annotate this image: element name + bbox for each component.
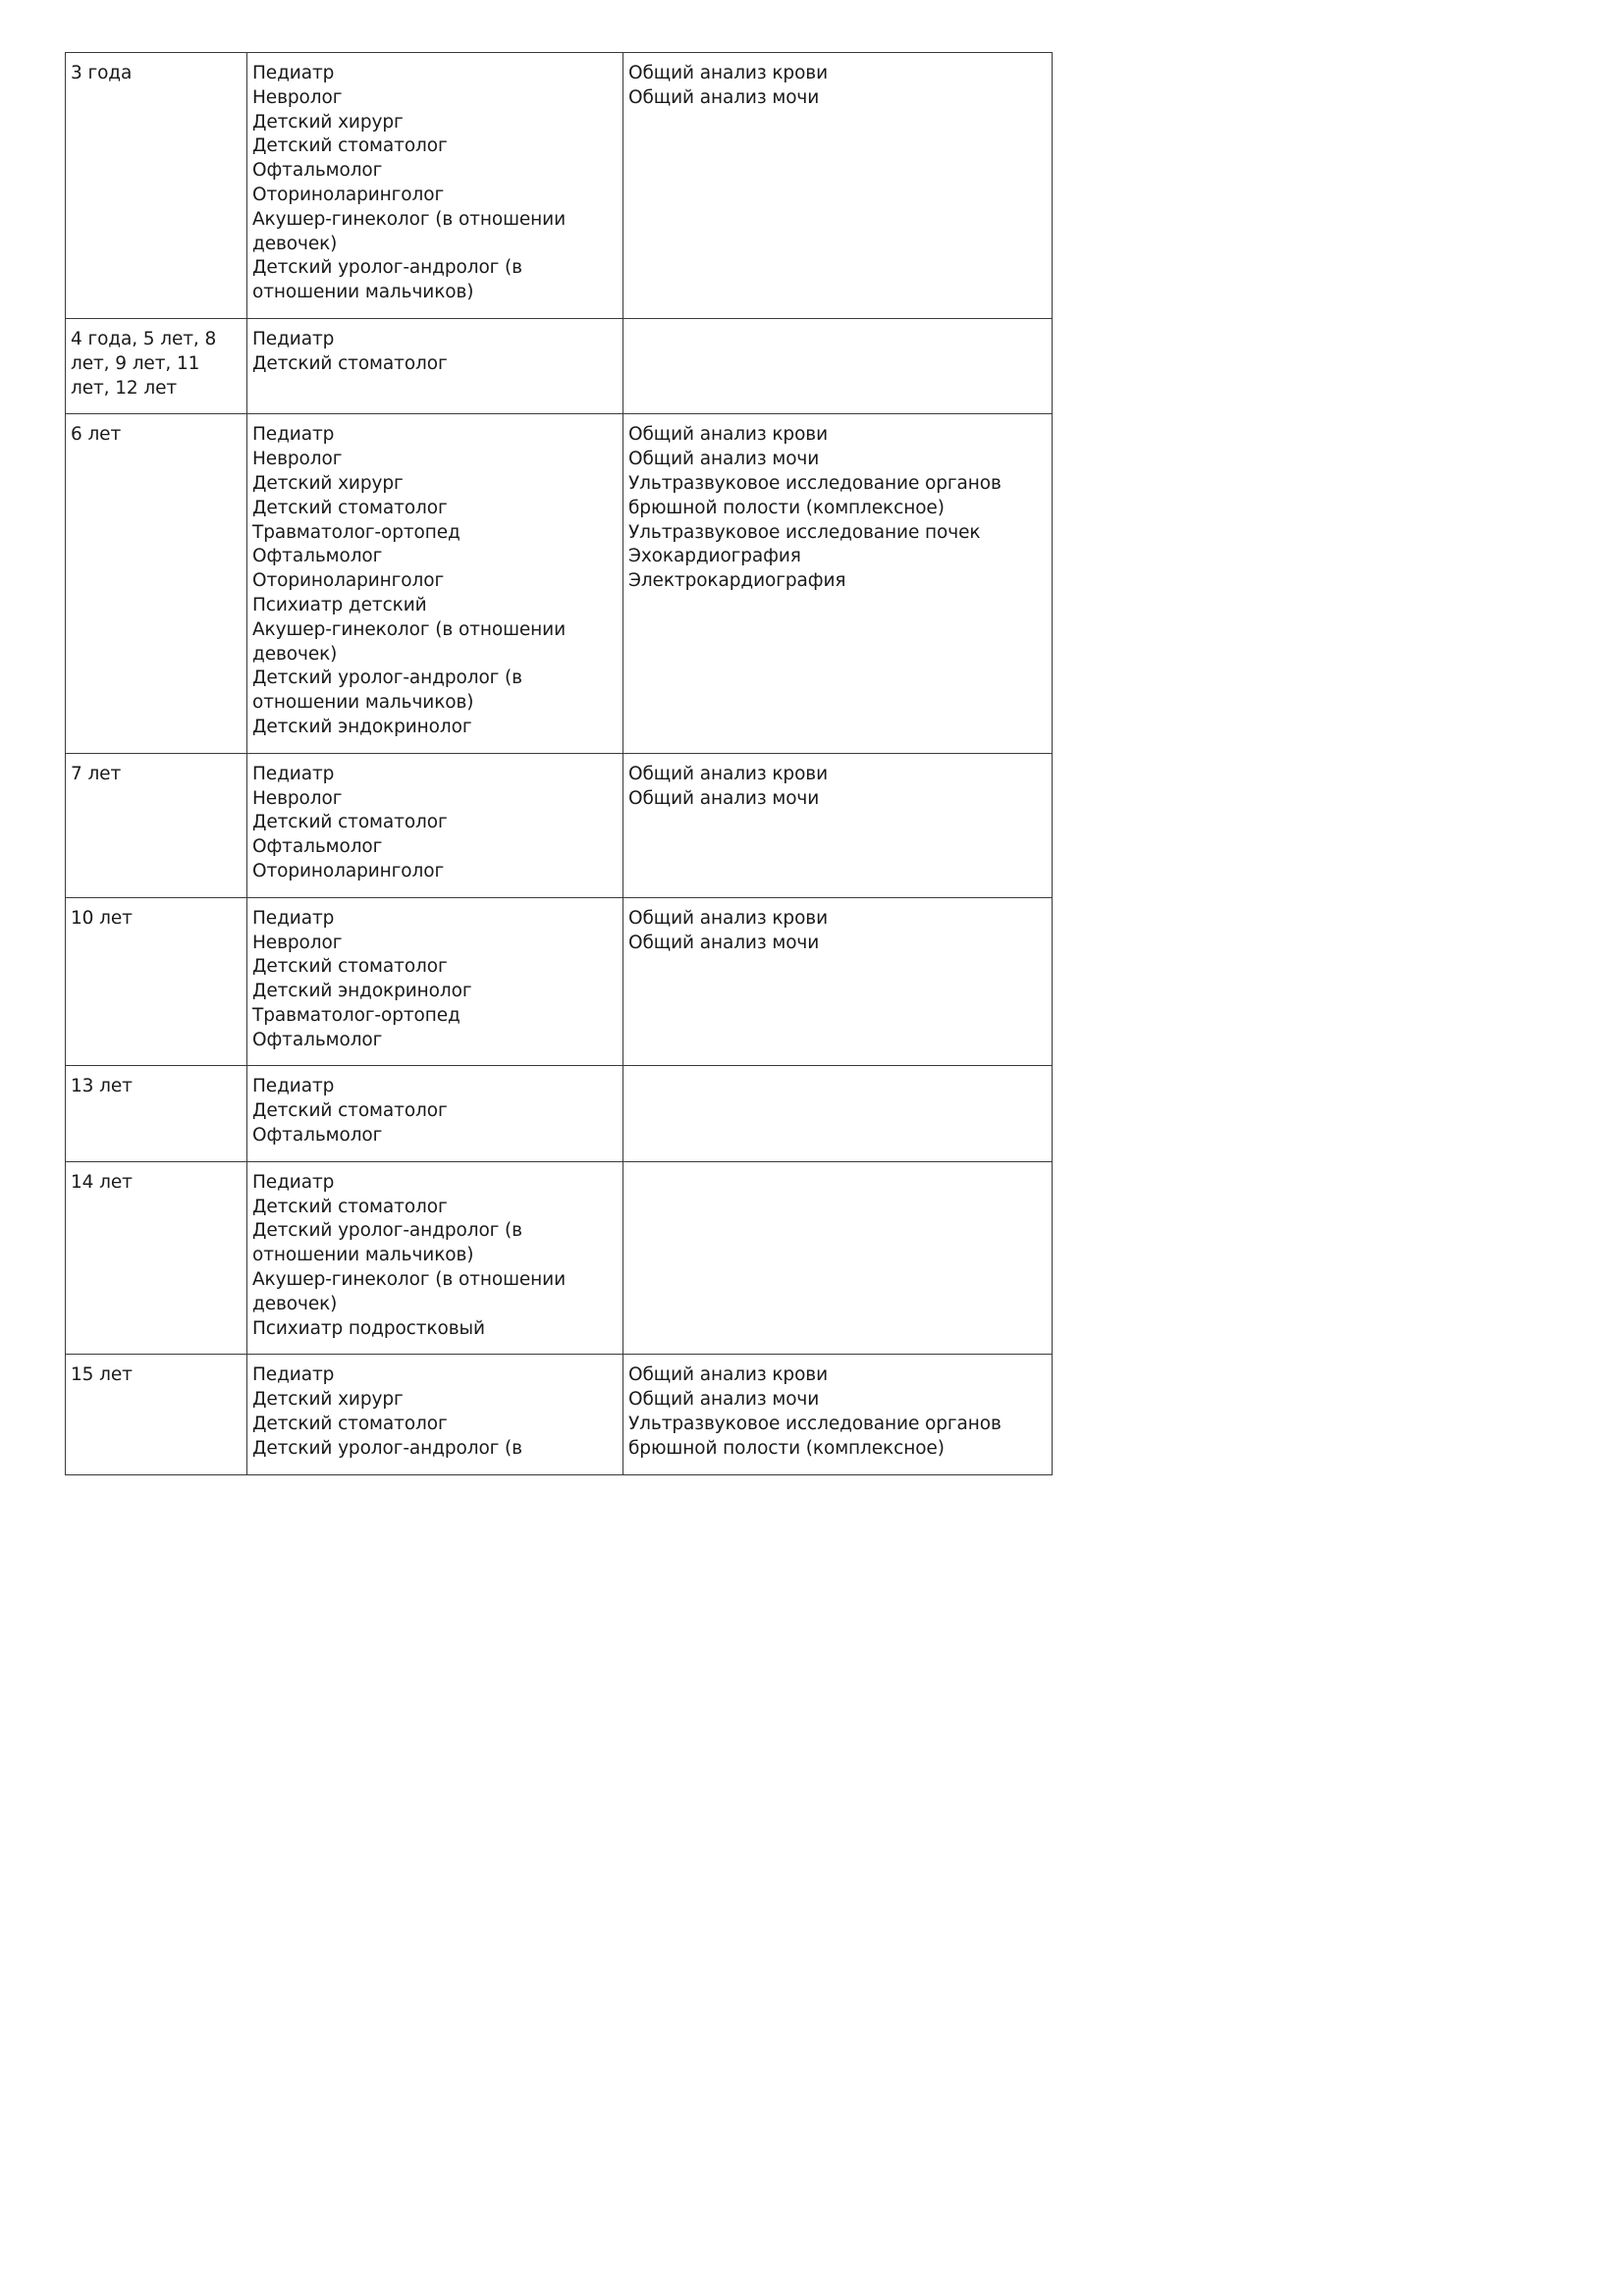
tests-cell	[623, 414, 1053, 753]
specialist-item: Детский эндокринолог	[252, 716, 472, 737]
age-label: 3 года	[71, 63, 133, 83]
specialist-item: Психиатр детский	[252, 594, 427, 615]
age-label: 13 лет	[71, 1076, 133, 1097]
test-item: Общий анализ мочи	[628, 787, 820, 809]
age-cell	[66, 1161, 247, 1355]
test-item: Эхокардиография	[628, 546, 801, 567]
specialist-item: Акушер-гинеколог (в отношении	[252, 618, 567, 640]
tests-cell	[623, 753, 1053, 897]
test-item: брюшной полости (комплексное)	[628, 1437, 945, 1459]
specialist-item: Акушер-гинеколог (в отношении	[252, 1269, 567, 1291]
specialists-cell	[247, 414, 623, 753]
age-cell	[66, 1066, 247, 1161]
specialist-item: Офтальмолог	[252, 1029, 383, 1050]
specialist-item: девочек)	[252, 643, 338, 665]
specialist-item: Офтальмолог	[252, 160, 383, 182]
test-item: Общий анализ мочи	[628, 932, 820, 953]
specialist-item: Педиатр	[252, 1364, 335, 1386]
specialist-item: Детский хирург	[252, 472, 404, 494]
tests-cell	[623, 1355, 1053, 1474]
age-label: 14 лет	[71, 1171, 133, 1193]
table-row	[66, 414, 1053, 753]
test-item: Общий анализ крови	[628, 424, 829, 446]
test-item: Ультразвуковое исследование органов	[628, 1414, 1001, 1435]
table-row	[66, 1355, 1053, 1474]
specialist-item: отношении мальчиков)	[252, 1245, 474, 1266]
specialist-item: Детский эндокринолог	[252, 981, 472, 1002]
table-row	[66, 1066, 1053, 1161]
age-cell	[66, 753, 247, 897]
specialist-item: Оториноларинголог	[252, 860, 445, 881]
specialists-cell	[247, 1066, 623, 1161]
specialists-cell	[247, 53, 623, 319]
test-item: Общий анализ крови	[628, 907, 829, 929]
tests-cell	[623, 897, 1053, 1066]
specialist-item: Педиатр	[252, 1076, 335, 1097]
specialist-item: Педиатр	[252, 763, 335, 784]
specialists-cell	[247, 897, 623, 1066]
age-cell	[66, 897, 247, 1066]
table-body	[66, 53, 1053, 1475]
specialist-item: Детский стоматолог	[252, 1414, 448, 1435]
test-item: брюшной полости (комплексное)	[628, 497, 945, 518]
test-item: Ультразвуковое исследование почек	[628, 521, 981, 543]
specialist-item: Оториноларинголог	[252, 570, 445, 592]
age-label: 15 лет	[71, 1364, 133, 1386]
specialist-item: девочек)	[252, 233, 338, 254]
age-label: 10 лет	[71, 907, 133, 929]
specialist-item: Детский стоматолог	[252, 135, 448, 157]
specialist-item: отношении мальчиков)	[252, 692, 474, 714]
specialist-item: Педиатр	[252, 424, 335, 446]
specialist-item: Детский уролог-андролог (в	[252, 1220, 522, 1242]
test-item: Общий анализ крови	[628, 763, 829, 784]
test-item: Общий анализ крови	[628, 1364, 829, 1386]
test-item: Ультразвуковое исследование органов	[628, 472, 1001, 494]
age-cell	[66, 1355, 247, 1474]
specialist-item: Психиатр подростковый	[252, 1317, 485, 1339]
table-row	[66, 318, 1053, 413]
tests-cell	[623, 1161, 1053, 1355]
specialist-item: отношении мальчиков)	[252, 282, 474, 303]
specialist-item: Педиатр	[252, 907, 335, 929]
specialist-item: Детский стоматолог	[252, 1100, 448, 1122]
specialist-item: Невролог	[252, 787, 343, 809]
specialist-item: Педиатр	[252, 63, 335, 83]
specialist-item: Невролог	[252, 932, 343, 953]
specialist-item: Невролог	[252, 86, 343, 108]
age-cell	[66, 414, 247, 753]
specialist-item: Детский стоматолог	[252, 497, 448, 518]
specialist-item: девочек)	[252, 1293, 338, 1314]
specialist-item: Детский уролог-андролог (в	[252, 257, 522, 279]
specialist-item: Педиатр	[252, 1171, 335, 1193]
age-cell	[66, 53, 247, 319]
specialist-item: Педиатр	[252, 328, 335, 349]
specialist-item: Детский стоматолог	[252, 1196, 448, 1217]
specialist-item: Травматолог-ортопед	[252, 521, 460, 543]
age-cell	[66, 318, 247, 413]
age-label: 6 лет	[71, 424, 122, 446]
specialist-item: Детский стоматолог	[252, 956, 448, 978]
examination-schedule-table	[65, 52, 1053, 1475]
tests-cell	[623, 53, 1053, 319]
specialists-cell	[247, 1355, 623, 1474]
specialist-item: Детский уролог-андролог (в	[252, 667, 522, 689]
tests-cell	[623, 318, 1053, 413]
table-row	[66, 1161, 1053, 1355]
test-item: Электрокардиография	[628, 570, 846, 592]
specialist-item: Офтальмолог	[252, 1125, 383, 1147]
specialist-item: Оториноларинголог	[252, 184, 445, 205]
specialist-item: Детский хирург	[252, 1389, 404, 1411]
specialist-item: Офтальмолог	[252, 836, 383, 858]
specialist-item: Травматолог-ортопед	[252, 1004, 460, 1026]
specialist-item: Невролог	[252, 449, 343, 470]
specialist-item: Детский стоматолог	[252, 812, 448, 833]
test-item: Общий анализ мочи	[628, 86, 820, 108]
specialists-cell	[247, 753, 623, 897]
specialists-cell	[247, 318, 623, 413]
table-row	[66, 897, 1053, 1066]
age-label: 4 года, 5 лет, 8 лет, 9 лет, 11 лет, 12 лет	[71, 328, 217, 399]
specialist-item: Детский хирург	[252, 111, 404, 133]
specialist-item: Офтальмолог	[252, 546, 383, 567]
specialist-item: Детский уролог-андролог (в	[252, 1437, 522, 1459]
table-row	[66, 753, 1053, 897]
tests-cell	[623, 1066, 1053, 1161]
test-item: Общий анализ мочи	[628, 449, 820, 470]
test-item: Общий анализ мочи	[628, 1389, 820, 1411]
test-item: Общий анализ крови	[628, 63, 829, 83]
specialist-item: Детский стоматолог	[252, 352, 448, 374]
specialist-item: Акушер-гинеколог (в отношении	[252, 208, 567, 230]
age-label: 7 лет	[71, 763, 122, 784]
specialists-cell	[247, 1161, 623, 1355]
table-row	[66, 53, 1053, 319]
